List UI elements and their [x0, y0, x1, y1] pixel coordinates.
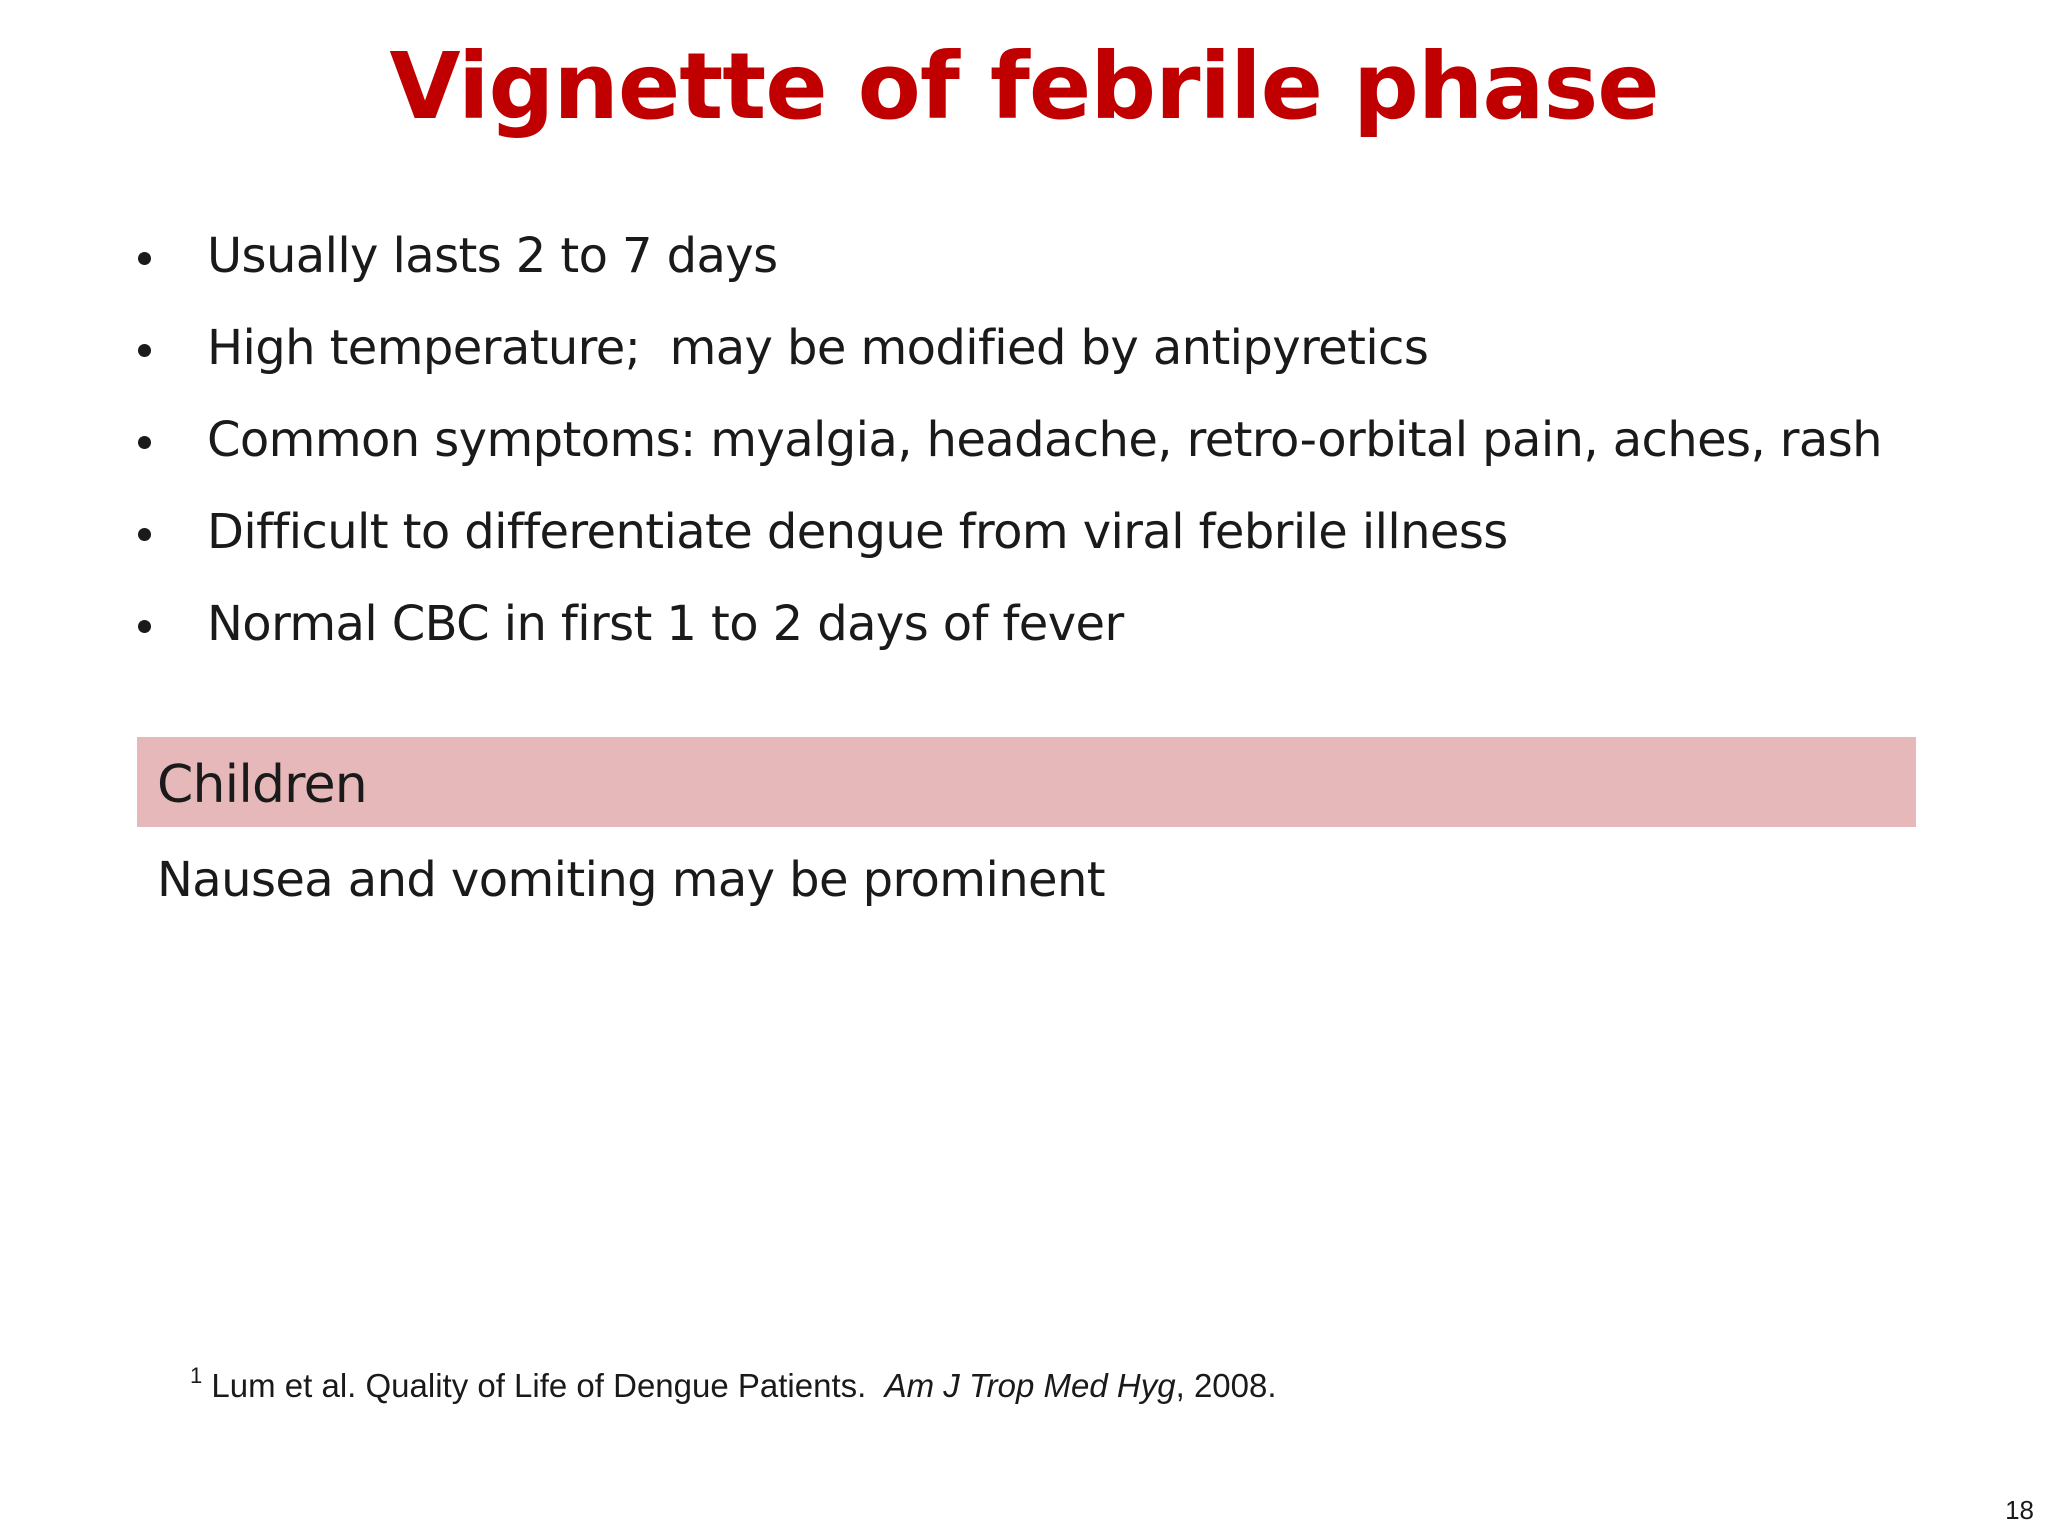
bullet-text: High temperature; may be modified by antipyretics [207, 320, 1429, 376]
footnote-year: , 2008. [1175, 1367, 1277, 1404]
children-label: Children [157, 755, 367, 815]
bullet-text: Normal CBC in first 1 to 2 days of fever [207, 596, 1124, 652]
bullet-icon [138, 344, 151, 357]
bullet-text: Difficult to differentiate dengue from viral febrile illness [207, 504, 1508, 560]
footnote-marker: 1 [190, 1363, 203, 1388]
page-number: 18 [2005, 1495, 2034, 1525]
bullet-icon [138, 528, 151, 541]
bullet-item [138, 486, 1938, 578]
children-header-band [137, 737, 1916, 827]
bullet-icon [138, 252, 151, 265]
bullet-item [138, 394, 1938, 486]
bullet-text: Usually lasts 2 to 7 days [207, 228, 778, 284]
bullet-text: Common symptoms: myalgia, headache, retro-orbital pain, aches, rash [207, 412, 1882, 468]
slide-title: Vignette of febrile phase [389, 33, 1659, 140]
bullet-list [138, 210, 1938, 670]
bullet-item [138, 578, 1938, 670]
bullet-icon [138, 436, 151, 449]
bullet-item [138, 302, 1938, 394]
footnote [190, 1364, 1277, 1408]
bullet-icon [138, 620, 151, 633]
footnote-text: Lum et al. Quality of Life of Dengue Patients. [202, 1367, 885, 1404]
footnote-journal: Am J Trop Med Hyg [884, 1367, 1176, 1404]
bullet-item [138, 210, 1938, 302]
children-detail: Nausea and vomiting may be prominent [157, 852, 1105, 908]
